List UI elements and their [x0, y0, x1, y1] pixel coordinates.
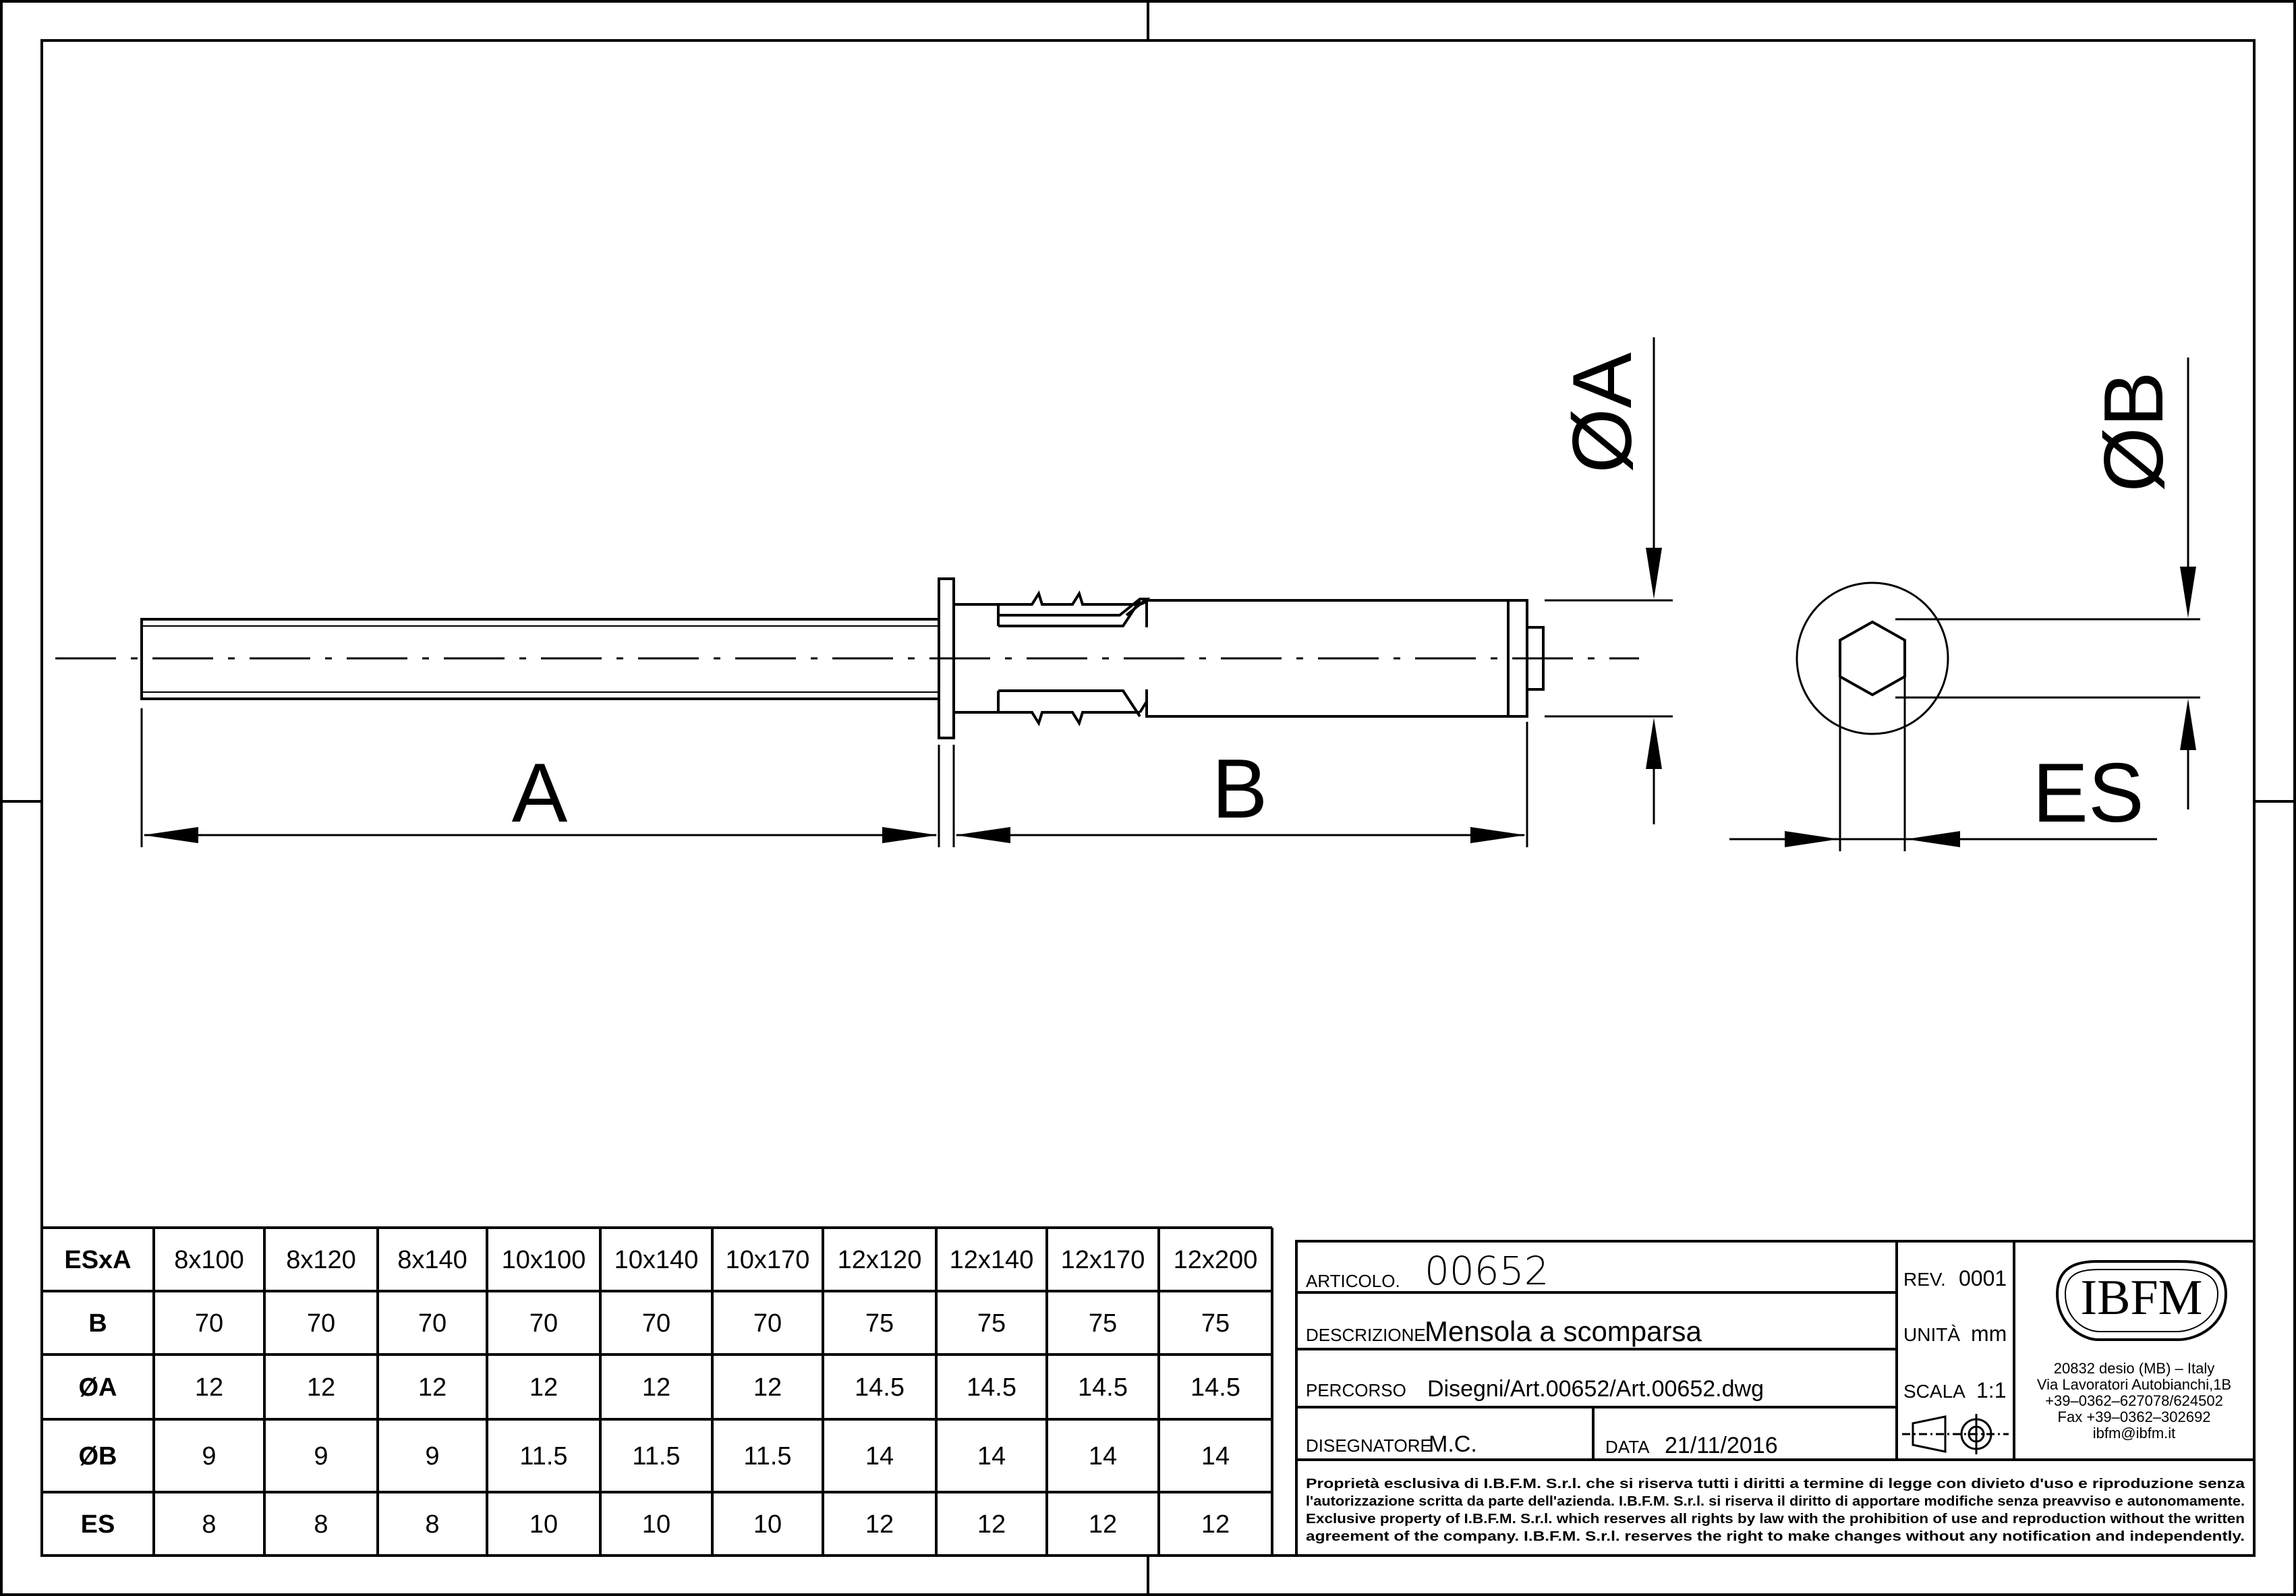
dim-label-dia-a: ØA [1556, 352, 1649, 474]
articolo-label: ARTICOLO. [1306, 1271, 1400, 1291]
descrizione-label: DESCRIZIONE [1306, 1325, 1426, 1345]
table-cell: 75 [865, 1309, 894, 1338]
table-cell: 70 [194, 1309, 224, 1338]
disegnatore-value: M.C. [1429, 1431, 1477, 1457]
dim-label-a: A [511, 747, 568, 840]
legal-notice [1306, 1477, 2245, 1544]
table-row-header: ØA [78, 1373, 117, 1402]
table-cell: 14.5 [855, 1373, 905, 1402]
projection-symbol-icon [1902, 1414, 2009, 1454]
title-block [1296, 1241, 2254, 1556]
table-column-header: 10x170 [725, 1246, 810, 1274]
unita-value: mm [1971, 1321, 2007, 1346]
dim-label-b: B [1211, 743, 1268, 836]
dimension-table [42, 1228, 1272, 1556]
table-cell: 75 [1088, 1309, 1118, 1338]
table-column-header: 10x140 [614, 1246, 699, 1274]
legal-notice-line: Proprietà esclusiva di I.B.F.M. S.r.l. che si riserva tutti i diritti a termine di legge con divieto d'uso e riproduzione senza [1306, 1477, 2246, 1491]
table-cell: 12 [194, 1373, 224, 1402]
company-contact-line: +39–0362–627078/624502 [2045, 1392, 2223, 1409]
company-contact-line: Fax +39–0362–302692 [2057, 1408, 2211, 1425]
table-cell: 14 [1201, 1442, 1230, 1471]
table-row-header: ES [80, 1510, 115, 1539]
articolo-value: 00652 [1425, 1248, 1549, 1294]
company-contact-line: Via Lavoratori Autobianchi,1B [2036, 1376, 2232, 1393]
descrizione-value: Mensola a scomparsa [1425, 1315, 1702, 1347]
table-cell: 10 [641, 1510, 671, 1539]
data-label: DATA [1605, 1437, 1650, 1457]
unita-label: UNITÀ [1903, 1324, 1960, 1345]
table-cell: 9 [202, 1442, 217, 1471]
table-row-header: ØB [78, 1442, 117, 1471]
table-cell: 14 [1088, 1442, 1118, 1471]
table-column-header: 12x140 [949, 1246, 1034, 1274]
percorso-label: PERCORSO [1306, 1380, 1406, 1400]
table-cell: 8 [202, 1510, 217, 1539]
part-side-view [55, 579, 1639, 738]
table-cell: 70 [753, 1309, 782, 1338]
table-column-header: 8x140 [397, 1246, 467, 1274]
dim-label-es: ES [2032, 747, 2144, 840]
table-cell: 11.5 [519, 1442, 568, 1471]
table-corner-header: ESxA [64, 1246, 132, 1274]
table-cell: 12 [1088, 1510, 1118, 1539]
table-cell: 70 [529, 1309, 558, 1338]
hex-socket [1840, 622, 1905, 695]
disegnatore-label: DISEGNATORE [1306, 1435, 1432, 1456]
legal-notice-line: l'autorizzazione scritta da parte dell'azienda. I.B.F.M. S.r.l. si riserva il diritto di apportare modifiche senza preavviso e autonomamente. [1306, 1494, 2245, 1509]
data-value: 21/11/2016 [1665, 1433, 1778, 1458]
table-column-header: 12x120 [837, 1246, 922, 1274]
table-cell: 12 [1201, 1510, 1230, 1539]
table-row-header: B [88, 1309, 107, 1338]
table-column-header: 10x100 [501, 1246, 586, 1274]
table-cell: 10 [529, 1510, 558, 1539]
table-cell: 70 [641, 1309, 671, 1338]
table-cell: 12 [529, 1373, 558, 1402]
table-cell: 12 [641, 1373, 671, 1402]
table-cell: 10 [753, 1510, 782, 1539]
dimensions-side-view [142, 337, 1673, 847]
scala-label: SCALA [1903, 1381, 1965, 1402]
table-cell: 14.5 [1190, 1373, 1240, 1402]
company-contact-line: ibfm@ibfm.it [2092, 1425, 2176, 1442]
table-cell: 14.5 [1078, 1373, 1128, 1402]
table-cell: 8 [425, 1510, 440, 1539]
table-cell: 9 [314, 1442, 328, 1471]
table-cell: 12 [977, 1510, 1006, 1539]
table-column-header: 8x100 [174, 1246, 244, 1274]
table-cell: 70 [306, 1309, 336, 1338]
logo-text: IBFM [2080, 1270, 2203, 1326]
table-cell: 14 [977, 1442, 1006, 1471]
end-view-circle [1797, 583, 1948, 734]
table-cell: 11.5 [743, 1442, 792, 1471]
table-cell: 9 [425, 1442, 440, 1471]
rev-label: REV. [1903, 1269, 1946, 1290]
company-contact-line: 20832 desio (MB) – Italy [2053, 1360, 2215, 1377]
table-cell: 70 [418, 1309, 447, 1338]
ibfm-logo [2057, 1261, 2226, 1340]
percorso-value: Disegni/Art.00652/Art.00652.dwg [1427, 1376, 1764, 1402]
legal-notice-line: Exclusive property of I.B.F.M. S.r.l. which reserves all rights by law with the prohibition of use and reproduction without the written [1306, 1512, 2245, 1527]
dimension-arrowheads-side [143, 548, 1662, 843]
table-cell: 14 [865, 1442, 894, 1471]
table-cell: 75 [1201, 1309, 1230, 1338]
table-column-header: 12x200 [1173, 1246, 1258, 1274]
table-column-header: 12x170 [1060, 1246, 1145, 1274]
table-column-header: 8x120 [286, 1246, 356, 1274]
rev-value: 0001 [1959, 1266, 2007, 1290]
table-cell: 12 [418, 1373, 447, 1402]
scala-value: 1:1 [1976, 1378, 2007, 1402]
company-contact [2037, 1360, 2231, 1442]
dim-label-dia-b: ØB [2088, 371, 2181, 492]
legal-notice-line: agreement of the company. I.B.F.M. S.r.l. reserves the right to make changes without any notification and independently. [1306, 1529, 2245, 1544]
table-cell: 12 [753, 1373, 782, 1402]
table-cell: 75 [977, 1309, 1006, 1338]
table-cell: 12 [865, 1510, 894, 1539]
table-cell: 14.5 [967, 1373, 1016, 1402]
table-cell: 12 [306, 1373, 336, 1402]
table-cell: 11.5 [632, 1442, 681, 1471]
table-cell: 8 [314, 1510, 328, 1539]
